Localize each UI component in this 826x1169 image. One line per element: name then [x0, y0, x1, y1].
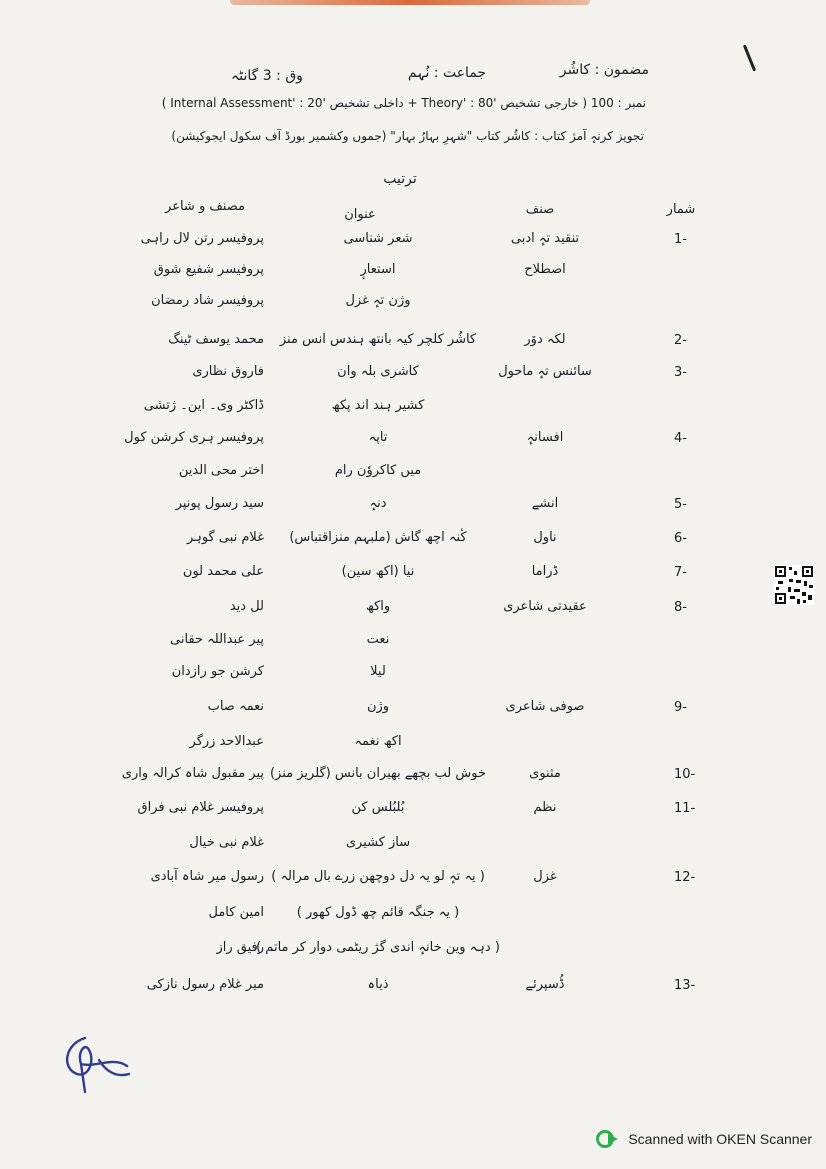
row-topic: ( دہہ وین خانہٕ اندی گژ ریٹمی دوار کر ماتم ) [256, 940, 500, 955]
row-author: فاروق نظاری [192, 364, 264, 379]
row-topic: استعارٕ [360, 262, 396, 277]
col-header-author: مصنف و شاعر [165, 199, 245, 214]
row-author: پروفیسر شاد رمضان [151, 293, 264, 308]
row-serial: 3- [674, 365, 687, 380]
book-line: تجویز کرنہٕ آمژ کتاب : کاشُر کتاب "شہرِ بہارُ بہار" (جموں وکشمیر بورڈ آف سکول ایجوکیشن) [171, 129, 644, 143]
row-author: غلام نبی گوہر [187, 530, 264, 545]
row-topic: واکھ [365, 599, 391, 614]
row-topic: ساز کشیری [345, 835, 411, 850]
row-author: پروفیسر ہری کرشن کول [124, 430, 264, 445]
subject-label: مضمون : کاشُر [559, 62, 649, 78]
page-number-mark [743, 44, 756, 71]
row-serial: 7- [674, 565, 687, 580]
row-serial: 8- [674, 600, 687, 615]
time-label: وق : 3 گانٹہ [231, 68, 303, 84]
row-topic: دنہٕ [369, 496, 387, 511]
row-author: ڈاکٹر وی۔ این۔ ژتشی [143, 398, 264, 413]
row-topic: نیا (اکھ سین) [341, 564, 415, 579]
class-label: جماعت : نُہم [407, 65, 487, 81]
row-author: رسول میر شاہ آبادی [150, 869, 264, 884]
row-topic: کاشُر کلچر کیہ بانتھ ہندس انس منز [279, 332, 477, 347]
row-genre: نظم [533, 800, 557, 815]
row-genre: افسانہٕ [526, 430, 564, 445]
row-author: میر غلام رسول نازکی [146, 977, 264, 992]
scanner-footer [596, 1130, 812, 1148]
row-author: محمد یوسف ٹینگ [168, 332, 264, 347]
marks-line: نمبر : 100 ( خارجی تشخیص 'Theory' : 80 + داخلی تشخیص 'Internal Assessment' : 20 ) [161, 96, 646, 110]
row-author: امین کامل [208, 905, 264, 920]
col-header-topic: عنوان [344, 207, 376, 222]
row-author: لل دید [229, 599, 264, 614]
signature-icon [55, 1030, 145, 1100]
scanner-text: Scanned with OKEN Scanner [628, 1131, 812, 1147]
col-header-genre: صنف [525, 202, 555, 217]
row-genre: انشے [531, 496, 559, 511]
oken-logo-icon [596, 1130, 620, 1148]
row-author: پروفیسر غلام نبی فراق [137, 800, 264, 815]
row-genre: مثنوی [529, 766, 561, 781]
row-genre: ناول [533, 530, 557, 545]
row-serial: 11- [674, 801, 696, 816]
row-topic: ( یہ جنگہ قائم چھ ڈول کھور ) [296, 905, 460, 920]
row-serial: 1- [674, 232, 687, 247]
row-author: غلام نبی خیال [189, 835, 264, 850]
col-header-serial: شمار [666, 202, 696, 217]
row-topic: وژن [366, 699, 390, 714]
row-genre: ڈراما [531, 564, 559, 579]
row-author: اختر محی الدین [178, 463, 264, 478]
row-serial: 2- [674, 333, 687, 348]
row-topic: کٔنہ اچھ گاش (ملبہم منزاقتباس) [289, 530, 467, 545]
row-topic: میں کاکروٗن رام [334, 463, 422, 478]
row-genre: لکہ دوٚر [524, 332, 566, 347]
row-topic: ( یہ تہٕ لو یہ دل دوچھن زرے بال مرالہ ) [271, 869, 485, 884]
row-topic: شعر شناسی [343, 231, 413, 246]
row-topic: بُلبُلس کن [351, 800, 405, 815]
row-serial: 5- [674, 497, 687, 512]
row-serial: 10- [674, 767, 696, 782]
row-serial: 12- [674, 870, 696, 885]
row-topic: کشیر ہند اند پکھ [331, 398, 425, 413]
qr-code-icon [774, 565, 814, 605]
row-genre: ڈُسپرئے [525, 977, 565, 992]
row-serial: 13- [674, 978, 696, 993]
row-genre: سائنس تہٕ ماحول [498, 364, 592, 379]
top-edge-strip [230, 0, 590, 5]
row-author: نعمہ صاب [207, 699, 264, 714]
row-topic: نعت [366, 632, 390, 647]
row-topic: لیلا [370, 664, 386, 679]
row-topic: کاشری بلہ وان [337, 364, 419, 379]
row-topic: تاپہ [368, 430, 388, 445]
row-topic: اکھ نغمہ [354, 734, 402, 749]
row-author: کرشن جو رازدان [171, 664, 264, 679]
row-genre: تنقید تہٕ ادبی [510, 231, 580, 246]
row-serial: 9- [674, 700, 687, 715]
row-topic: ذیاہ [367, 977, 389, 992]
row-author: پروفیسر رتن لال راہی [140, 231, 264, 246]
row-author: پیر عبداللہ حقانی [169, 632, 264, 647]
row-genre: اصطلاح [524, 262, 566, 277]
row-author: پیر مقبول شاہ کرالہ واری [121, 766, 264, 781]
row-genre: غزل [533, 869, 557, 884]
row-serial: 6- [674, 531, 687, 546]
row-author: عبدالاحد زرگر [189, 734, 264, 749]
row-topic: خوش لب بچھے بھیران بانس (گلریز منز) [269, 766, 487, 781]
row-author: علی محمد لون [182, 564, 264, 579]
row-topic: وژن تہٕ غزل [345, 293, 411, 308]
row-genre: عقیدتی شاعری [503, 599, 587, 614]
row-serial: 4- [674, 431, 687, 446]
row-author: سید رسول پونپر [175, 496, 264, 511]
row-genre: صوفی شاعری [505, 699, 585, 714]
row-author: رفیق راز [216, 940, 264, 955]
row-author: پروفیسر شفیع شوق [153, 262, 264, 277]
table-title: ترتیب [383, 171, 417, 187]
